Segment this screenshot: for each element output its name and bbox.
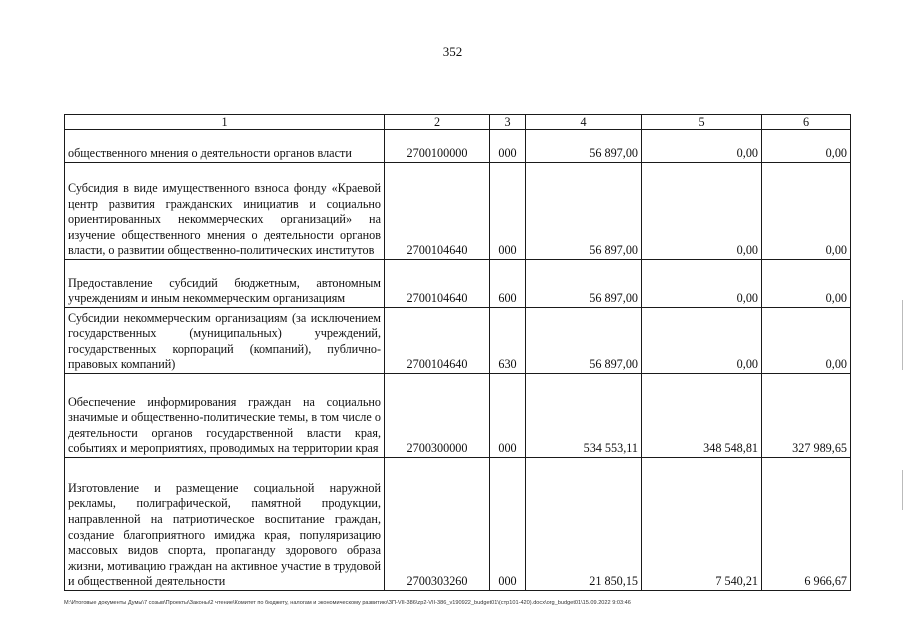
row-expense-type: 000 (490, 130, 526, 163)
row-value-3: 0,00 (762, 130, 851, 163)
row-target-code: 2700104640 (385, 308, 490, 374)
row-value-1: 56 897,00 (526, 163, 642, 260)
row-value-3: 0,00 (762, 308, 851, 374)
row-value-1: 21 850,15 (526, 458, 642, 591)
row-value-1: 56 897,00 (526, 130, 642, 163)
row-value-1: 56 897,00 (526, 308, 642, 374)
row-expense-type: 630 (490, 308, 526, 374)
row-description: Субсидия в виде имущественного взноса фонду «Краевой центр развития гражданских инициатив и социально ориентированных некоммерческих организаций» на изучение общественного мнения о деятельности органов власти, о развитии общественно-политических институтов (65, 163, 385, 260)
row-target-code: 2700104640 (385, 163, 490, 260)
row-description: Субсидии некоммерческим организациям (за исключением государственных (муниципальных) учреждений, государственных корпораций (компаний), публично-правовых компаний) (65, 308, 385, 374)
column-header: 4 (526, 115, 642, 130)
row-expense-type: 000 (490, 458, 526, 591)
column-header: 2 (385, 115, 490, 130)
scan-edge-mark (902, 470, 903, 510)
table-header-row (65, 115, 851, 130)
page-number: 352 (442, 44, 463, 59)
row-value-3: 327 989,65 (762, 374, 851, 458)
row-value-2: 0,00 (642, 163, 762, 260)
table-row (65, 308, 851, 374)
table-row (65, 374, 851, 458)
table-row (65, 458, 851, 591)
row-expense-type: 000 (490, 374, 526, 458)
scan-edge-mark (902, 300, 903, 370)
budget-table (64, 114, 851, 591)
document-path-footer: M:\Итоговые документы Думы\7 созыв\Проекты\Законы\2 чтение\Комитет по бюджету, налогам и экономическому развитию\ЗП-VII-386\zp2-VII-386_v190922_budget01\(стр101-420).docx\org_budget01\15.09.2022 9:03:46 (64, 600, 631, 606)
row-value-3: 6 966,67 (762, 458, 851, 591)
row-value-2: 0,00 (642, 130, 762, 163)
row-description: Предоставление субсидий бюджетным, автономным учреждениям и иным некоммерческим организациям (65, 260, 385, 308)
row-target-code: 2700104640 (385, 260, 490, 308)
row-target-code: 2700303260 (385, 458, 490, 591)
row-target-code: 2700100000 (385, 130, 490, 163)
row-value-2: 0,00 (642, 308, 762, 374)
row-value-1: 534 553,11 (526, 374, 642, 458)
row-value-3: 0,00 (762, 163, 851, 260)
table-row (65, 163, 851, 260)
row-description: общественного мнения о деятельности органов власти (65, 130, 385, 163)
column-header: 5 (642, 115, 762, 130)
row-target-code: 2700300000 (385, 374, 490, 458)
row-description: Изготовление и размещение социальной наружной рекламы, полиграфической, памятной продукции, направленной на патриотическое воспитание граждан, создание благоприятного имиджа края, популяризацию массовых видов спорта, пропаганду здорового образа жизни, мотивацию граждан на активное участие в трудовой и общественной деятельности (65, 458, 385, 591)
row-expense-type: 000 (490, 163, 526, 260)
row-value-3: 0,00 (762, 260, 851, 308)
column-header: 1 (65, 115, 385, 130)
row-expense-type: 600 (490, 260, 526, 308)
table-row (65, 260, 851, 308)
table-row (65, 130, 851, 163)
row-value-2: 7 540,21 (642, 458, 762, 591)
row-description: Обеспечение информирования граждан на социально значимые и общественно-политические темы, в том числе о деятельности органов государственной власти края, событиях и мероприятиях, проводимых на территории края (65, 374, 385, 458)
row-value-2: 0,00 (642, 260, 762, 308)
row-value-1: 56 897,00 (526, 260, 642, 308)
row-value-2: 348 548,81 (642, 374, 762, 458)
column-header: 6 (762, 115, 851, 130)
column-header: 3 (490, 115, 526, 130)
